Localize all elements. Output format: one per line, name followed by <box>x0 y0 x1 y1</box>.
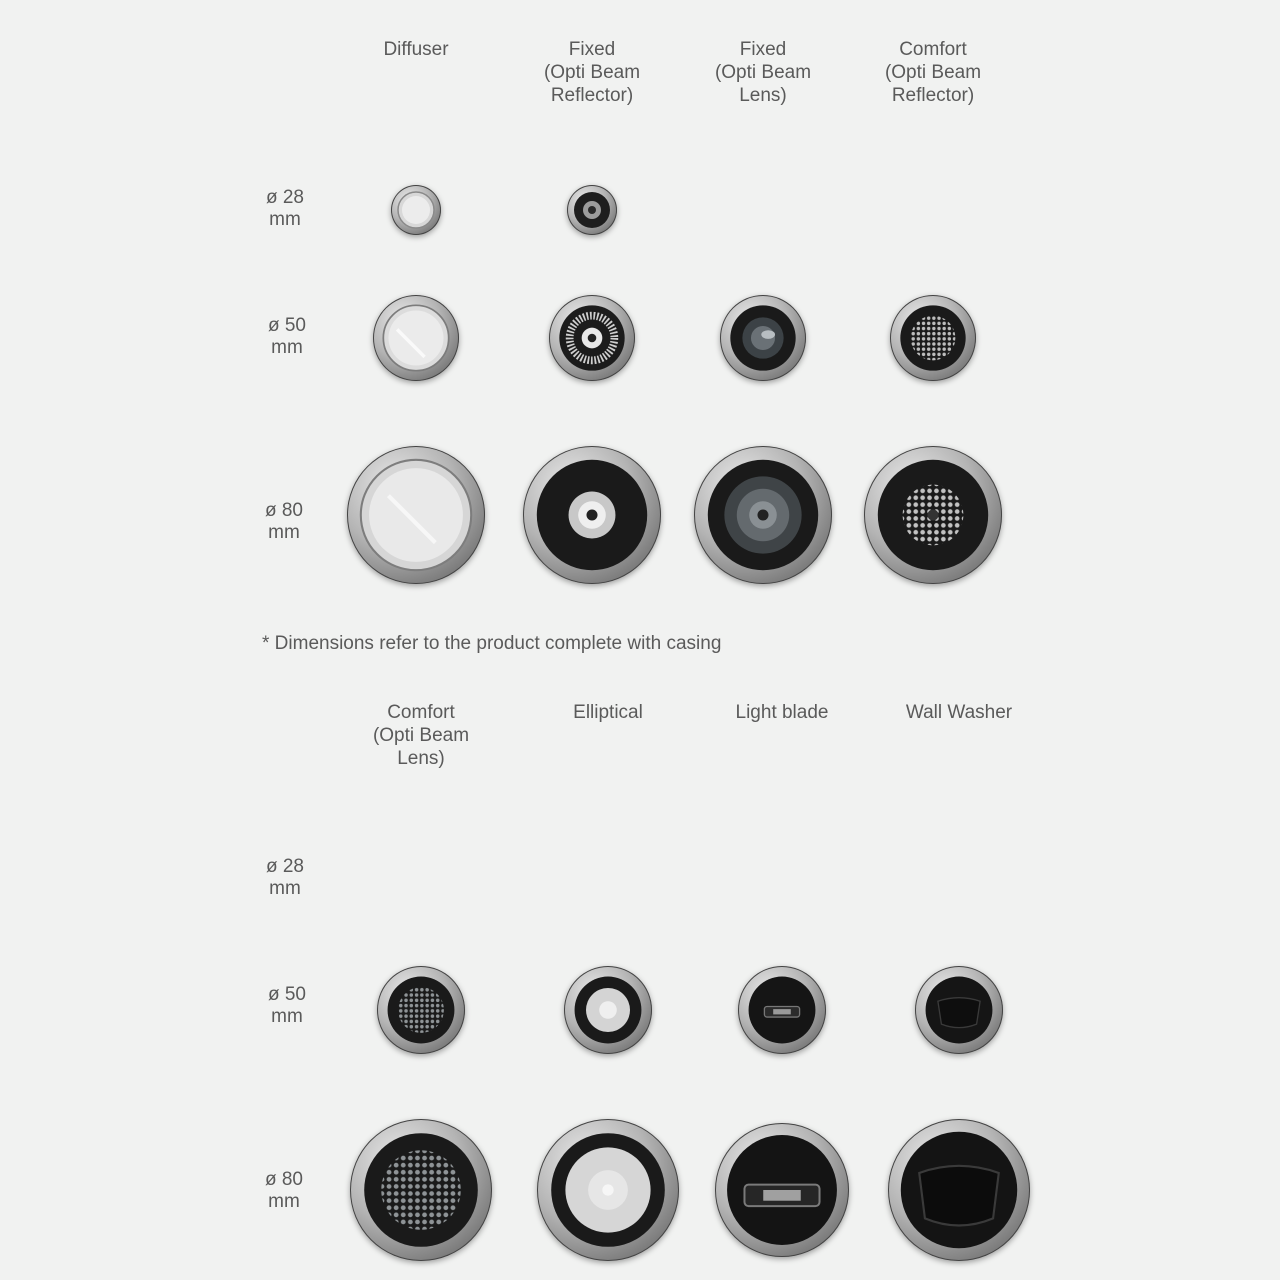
row-label-unit: mm <box>268 1191 300 1212</box>
comfort-reflector-80mm-image <box>864 446 1002 584</box>
fixed-lens-80mm-image <box>694 446 832 584</box>
row-label-28mm <box>255 856 315 900</box>
column-header-line: Comfort <box>899 39 967 60</box>
column-header-line: Reflector) <box>550 85 634 106</box>
wall-washer-80mm-image <box>888 1119 1030 1261</box>
column-header-line: Lens) <box>397 748 445 769</box>
comfort-reflector-50mm-image <box>890 295 976 381</box>
fixed-reflector-28mm-image <box>567 185 617 235</box>
row-label-size: ø 50 <box>267 315 307 336</box>
row-label-unit: mm <box>271 337 303 358</box>
column-header-line: (Opti Beam <box>543 62 641 83</box>
comfort-lens-50mm-image <box>377 966 465 1054</box>
column-header-comfort-reflector <box>833 38 1033 107</box>
row-label-80mm <box>254 1169 314 1213</box>
row-label-unit: mm <box>269 878 301 899</box>
column-header-wall-washer <box>859 701 1059 724</box>
column-header-line: Lens) <box>739 85 787 106</box>
row-label-size: ø 50 <box>267 984 307 1005</box>
wall-washer-50mm-image <box>915 966 1003 1054</box>
column-header-line: Comfort <box>387 702 455 723</box>
diffuser-28mm-image <box>391 185 441 235</box>
column-header-fixed-reflector <box>492 38 692 107</box>
column-header-line: Fixed <box>739 39 787 60</box>
column-header-light-blade <box>682 701 882 724</box>
column-header-comfort-lens <box>321 701 521 770</box>
row-label-50mm <box>257 315 317 359</box>
column-header-diffuser <box>316 38 516 61</box>
light-blade-50mm-image <box>738 966 826 1054</box>
column-header-line: Elliptical <box>573 702 643 723</box>
row-label-80mm <box>254 500 314 544</box>
fixed-lens-50mm-image <box>720 295 806 381</box>
column-header-line: (Opti Beam <box>372 725 470 746</box>
column-header-line: Fixed <box>568 39 616 60</box>
elliptical-50mm-image <box>564 966 652 1054</box>
elliptical-80mm-image <box>537 1119 679 1261</box>
column-header-elliptical <box>508 701 708 724</box>
row-label-28mm <box>255 187 315 231</box>
row-label-size: ø 28 <box>265 187 305 208</box>
light-blade-80mm-image <box>715 1123 849 1257</box>
row-label-unit: mm <box>268 522 300 543</box>
column-header-line: (Opti Beam <box>714 62 812 83</box>
column-header-line: Light blade <box>735 702 829 723</box>
row-label-50mm <box>257 984 317 1028</box>
fixed-reflector-50mm-image <box>549 295 635 381</box>
row-label-size: ø 80 <box>264 500 304 521</box>
row-label-size: ø 80 <box>264 1169 304 1190</box>
row-label-size: ø 28 <box>265 856 305 877</box>
diffuser-50mm-image <box>373 295 459 381</box>
row-label-unit: mm <box>269 209 301 230</box>
column-header-line: Diffuser <box>383 39 449 60</box>
column-header-line: Wall Washer <box>905 702 1013 723</box>
column-header-line: (Opti Beam <box>884 62 982 83</box>
comfort-lens-80mm-image <box>350 1119 492 1261</box>
diffuser-80mm-image <box>347 446 485 584</box>
row-label-unit: mm <box>271 1006 303 1027</box>
dimensions-note: * Dimensions refer to the product complete with casing <box>262 633 722 654</box>
column-header-line: Reflector) <box>891 85 975 106</box>
fixed-reflector-80mm-image <box>523 446 661 584</box>
